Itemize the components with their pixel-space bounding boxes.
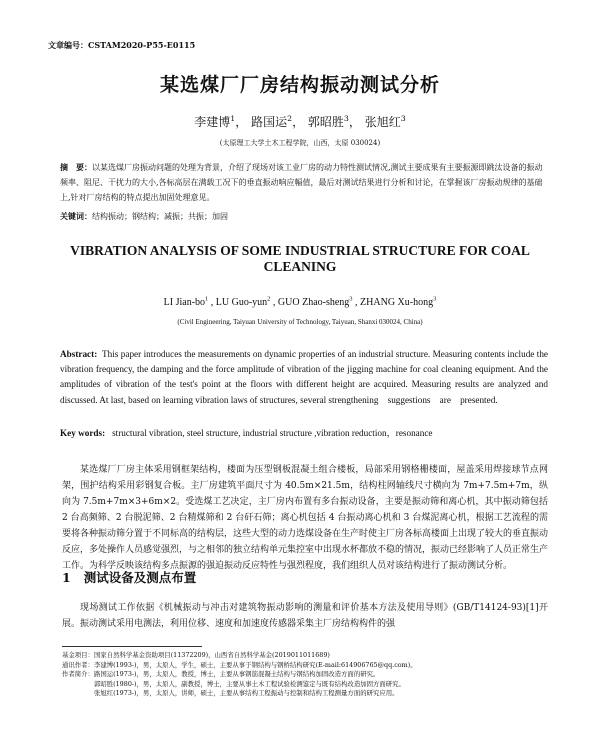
author-list-chinese: 李建博$^1$， 路国运$^2$， 郭昭胜$^3$， 张旭红$^3$ [194,114,406,129]
footnote-corresponding-author: 通讯作者：李建博(1993-)，男，太原人，学生，硕士，主要从事于钢结构与钢桥结构研究(E-mail:614906765@qq.com)。 [62,660,417,669]
paper-title-chinese: 某选煤厂厂房结构振动测试分析 [159,74,440,96]
document-number: 文章编号：CSTAM2020-P55-E0115 [48,40,196,50]
footnote-author-bio: 郭昭胜(1980-)，男，太原人，副教授，博士，主要从事土木工程试验检测鉴定与既有结构改造加固方面研究。 [62,679,405,688]
keywords-english [60,425,548,439]
author-name: ZHANG Xu-hong [360,297,434,308]
author-name: LI Jian-bo [163,297,206,308]
abstract-chinese [60,160,548,205]
author-affiliation-mark: 2 [287,114,293,123]
author-name: 李建博 [194,115,231,129]
author-affiliation-mark: 1 [230,114,236,123]
keywords-text: 结构振动；钢结构；减振；共振；加固 [92,212,228,221]
section-title: 测试设备及测点布置 [83,570,197,585]
section-number: 1 [62,570,71,585]
abstract-label: Abstract: [60,349,98,359]
abstract-text: 以某选煤厂房振动问题的处理为背景，介绍了现场对该工业厂房的动力特性测试情况,测试主要成果有主要振源即跳汰设备的振动频率、阻尼、干扰力的大小,各标高层在满载工况下的垂直振动响应幅值，最后对测试结果进行分析和讨论，在掌握该厂房振动规律的基础上,针对厂房结构的特点提出加固处理意见。 [60,163,543,202]
author-list-english: LI Jian-$bo^1$ , LU Guo-yun$^2$ , GUO Zhao-sheng$^3$ , ZHANG Xu-hong$^3$ [163,295,437,308]
paper-title-english: VIBRATION ANALYSIS OF SOME INDUSTRIAL STRUCTURE FOR COAL CLEANING [70,243,530,274]
author-affiliation-mark: 3 [349,295,353,303]
author-name: 路国运 [251,115,288,129]
footnote-funding: 基金项目：国家自然科学基金资助项目(11372209)，山西省自然科学基金(2019011011689) [62,651,330,659]
affiliation-chinese: (太原理工大学土木工程学院，山西，太原 030024) [219,139,381,147]
author-name: LU Guo-yun [215,297,268,308]
section-heading [62,568,196,586]
affiliation-english: (Civil Engineering, Taiyuan University of Technology, Taiyuan, Shanxi 030024, China) [177,318,423,326]
author-name: GUO Zhao-sheng [277,297,350,308]
abstract-text: This paper introduces the measurements on dynamic properties of an industrial structure. Measuring contents include the vibration frequency, the damping and the force amplitude of vibration of the jigging machine for coal cleaning equipment. And the amplitudes of vibration of the test's point at the floors with different height are acquired. Measuring results are analyzed and discussed. At last, based on learning vibration laws of structures, several strengthening suggestions are presented. [60,349,548,405]
abstract-english [60,347,548,408]
footnotes [62,651,548,699]
body-paragraph-intro: 某选煤厂厂房主体采用钢框架结构，楼面为压型钢板混凝土组合楼板，局部采用钢格栅楼面，屋盖采用焊接球节点网架，围护结构采用彩钢复合板。主厂房建筑平面尺寸为 40.5m×21.5m，结构柱网轴线尺寸横向为 7m+7.5m+7m，纵向为 7.5m+7m×3+6m×2。受选煤工艺决定，主厂房内布置有多台振动设备，主要是振动筛和离心机，其中振动筛包括 2 台高频筛、2 台脱泥筛、2 台精煤筛和 2 台矸石筛；离心机包括 4 台振动离心机和 3 台煤泥离心机，根据工艺流程的需要将各种振动筛分置于不同标高的结构层，这些大型的动力选煤设备在生产时使主厂房各标高楼面上出现了较大的垂直振动反应，多处操作人员感觉强烈，与之相邻的独立结构单元集控室中出现水杯都放不稳的情况，振动已经影响了人员正常生产工作。为科学反映该结构多点振源的强迫振动反应特性与强烈程度，我们组织人员对该结构进行了振动测试分析。 [62,465,549,571]
abstract-label: 摘 要： [60,162,92,172]
author-affiliation-mark: 3 [433,295,437,303]
author-name: 张旭红 [364,115,401,129]
keywords-label: 关键词： [60,211,92,221]
footnote-divider [62,646,202,647]
keywords-chinese [60,211,548,222]
footnote-author-bio: 作者简介：路国运(1973-)，男，太原人，教授，博士，主要从事钢筋混凝土结构与钢结构加固改造方面的研究。 [62,670,380,679]
keywords-label: Key words: [60,428,106,438]
keywords-text: structural vibration, steel structure, industrial structure ,vibration reduction，resonance [112,428,433,438]
author-name: 郭昭胜 [307,115,344,129]
author-affiliation-mark: 3 [343,114,349,123]
author-affiliation-mark: 3 [400,114,406,123]
author-affiliation-mark: 1 [205,295,209,303]
body-paragraph-method: 现场测试工作依据《机械振动与冲击对建筑物振动影响的测量和评价基本方法及使用导则》(GB/T14124-93)[1]开展。振动测试采用电测法，利用位移、速度和加速度传感器采集主厂房结构构件的强 [62,603,548,629]
author-affiliation-mark: 2 [267,295,271,303]
footnote-author-bio: 张旭红(1973-)，男，太原人，讲师，硕士，主要从事结构工程振动与控制和结构工程测量方面的研究应用。 [62,689,399,698]
